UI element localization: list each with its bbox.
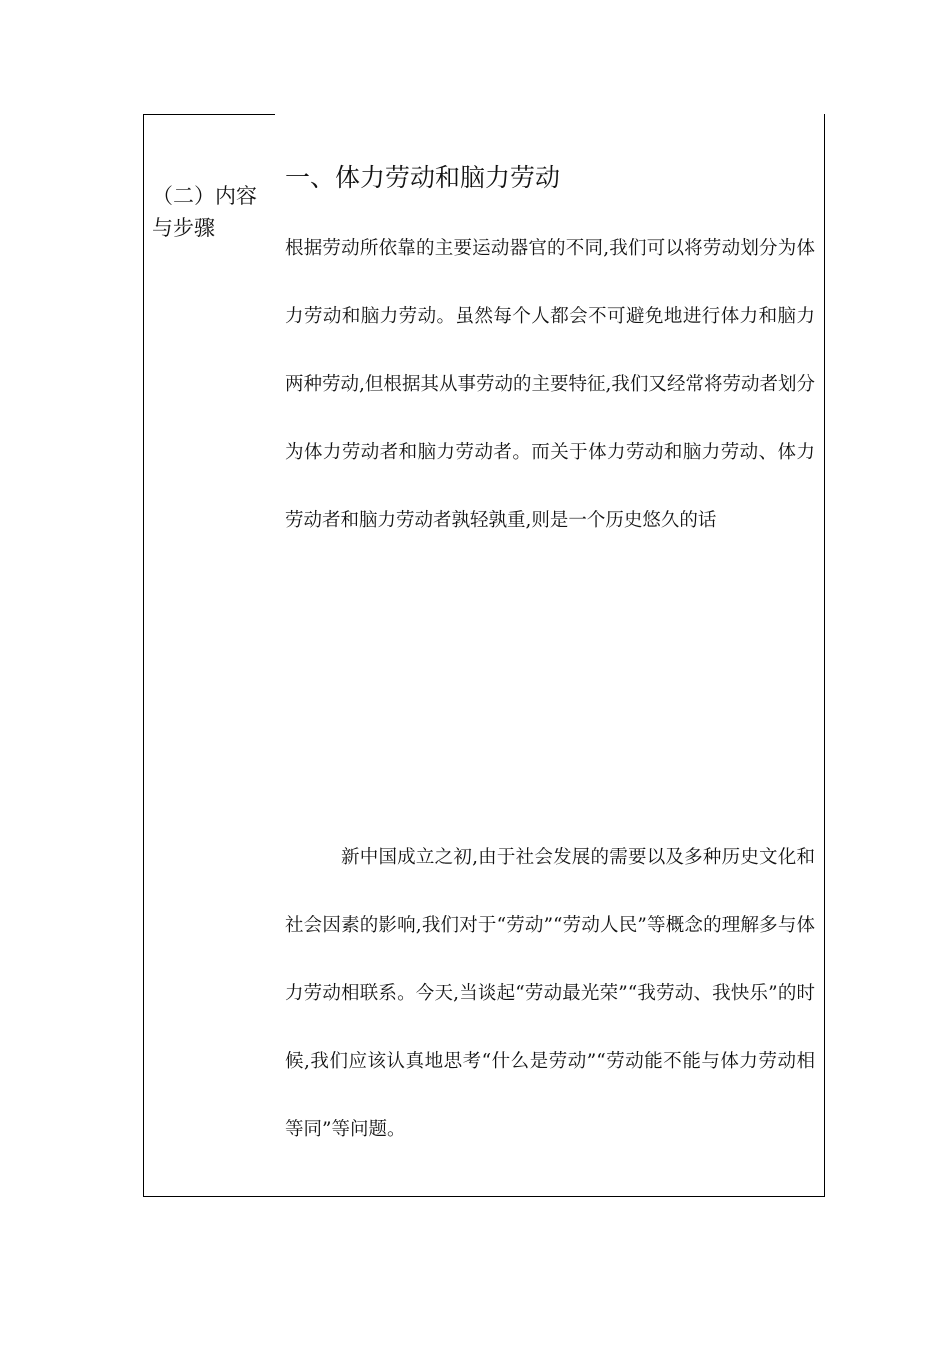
table-top-rule xyxy=(143,114,275,115)
paragraph-2: 新中国成立之初,由于社会发展的需要以及多种历史文化和社会因素的影响,我们对于“劳动”“劳动人民”等概念的理解多与体力劳动相联系。今天,当谈起“劳动最光荣”“我劳动、我快乐”的时候,我们应该认真地思考“什么是劳动”“劳动能不能与体力劳动相等同”等问题。 xyxy=(285,847,815,1140)
section-label: （二）内容与步骤 xyxy=(152,184,257,240)
paragraph-1: 根据劳动所依靠的主要运动器官的不同,我们可以将劳动划分为体力劳动和脑力劳动。虽然每个人都会不可避免地进行体力和脑力两种劳动,但根据其从事劳动的主要特征,我们又经常将劳动者划分为体力劳动者和脑力劳动者。而关于体力劳动和脑力劳动、体力劳动者和脑力劳动者孰轻孰重,则是一个历史悠久的话 xyxy=(285,238,815,531)
section-heading: 一、体力劳动和脑力劳动 xyxy=(285,163,561,192)
